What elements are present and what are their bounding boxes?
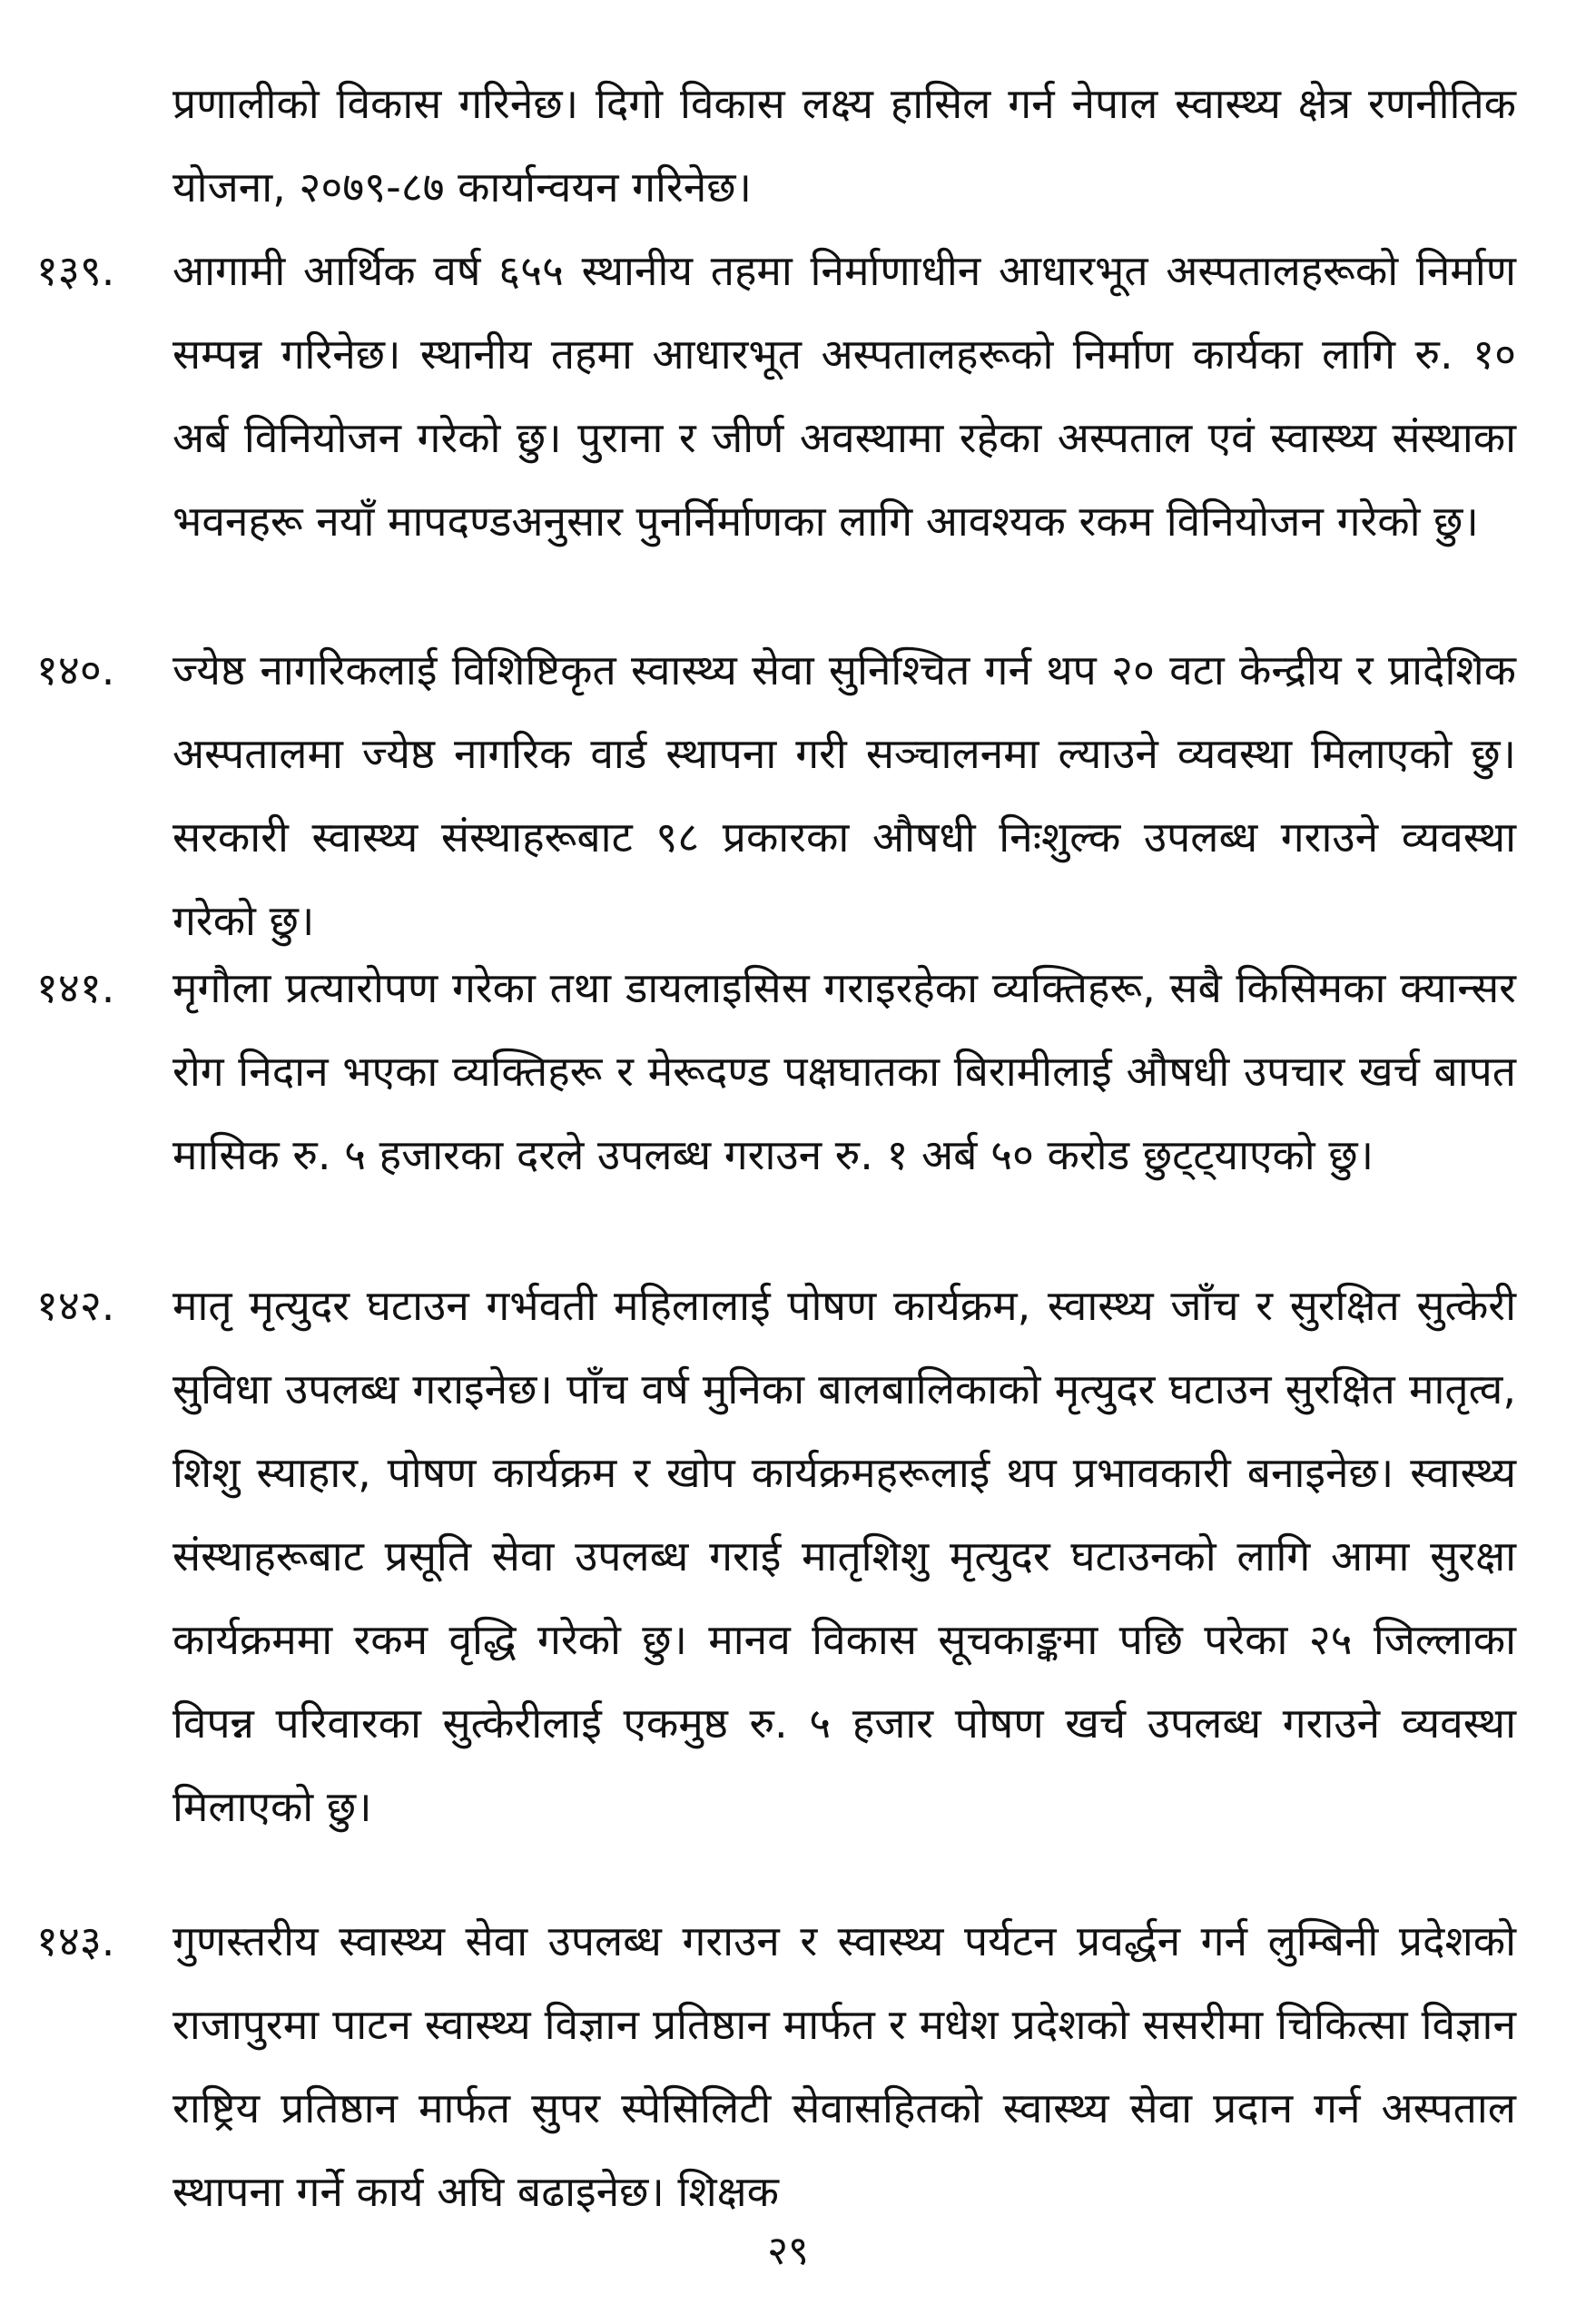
paragraph-text: मृगौला प्रत्यारोपण गरेका तथा डायलाइसिस गराइरहेका व्यक्तिहरू, सबै किसिमका क्यान्सर रोग निदान भएका व्यक्तिहरू र मेरूदण्ड पक्षघातका बिरामीलाई औषधी उपचार खर्च बापत मासिक रु. ५ हजारका दरले उपलब्ध गराउन रु. १ अर्ब ५० करोड छुट्ट्याएको छु। — [172, 963, 1516, 1179]
paragraph-text: गुणस्तरीय स्वास्थ्य सेवा उपलब्ध गराउन र स्वास्थ्य पर्यटन प्रवर्द्धन गर्न लुम्बिनी प्रदेशको राजापुरमा पाटन स्वास्थ्य विज्ञान प्रतिष्ठान मार्फत र मधेश प्रदेशको ससरीमा चिकित्सा विज्ञान राष्ट्रिय प्रतिष्ठान मार्फत सुपर स्पेसिलिटी सेवासहितको स्वास्थ्य सेवा प्रदान गर्न अस्पताल स्थापना गर्ने कार्य अघि बढाइनेछ। शिक्षक — [172, 1916, 1516, 2216]
paragraph-number: १४२. — [36, 1281, 115, 1330]
continuation-paragraph: प्रणालीको विकास गरिनेछ। दिगो विकास लक्ष्य हासिल गर्न नेपाल स्वास्थ्य क्षेत्र रणनीतिक योजना, २०७९-८७ कार्यान्वयन गरिनेछ। — [172, 79, 1516, 212]
paragraph-number: १४१. — [36, 963, 115, 1012]
paragraph-142 — [36, 1264, 1516, 1848]
paragraph-number: १४०. — [36, 645, 115, 694]
paragraph-text: मातृ मृत्युदर घटाउन गर्भवती महिलालाई पोषण कार्यक्रम, स्वास्थ्य जाँच र सुरक्षित सुत्केरी सुविधा उपलब्ध गराइनेछ। पाँच वर्ष मुनिका बालबालिकाको मृत्युदर घटाउन सुरक्षित मातृत्व, शिशु स्याहार, पोषण कार्यक्रम र खोप कार्यक्रमहरूलाई थप प्रभावकारी बनाइनेछ। स्वास्थ्य संस्थाहरूबाट प्रसूति सेवा उपलब्ध गराई मातृशिशु मृत्युदर घटाउनको लागि आमा सुरक्षा कार्यक्रममा रकम वृद्धि गरेको छु। मानव विकास सूचकाङ्कमा पछि परेका २५ जिल्लाका विपन्न परिवारका सुत्केरीलाई एकमुष्ठ रु. ५ हजार पोषण खर्च उपलब्ध गराउने व्यवस्था मिलाएको छु। — [172, 1281, 1516, 1831]
paragraph-number: १३९. — [36, 246, 115, 295]
paragraph-text: ज्येष्ठ नागरिकलाई विशिष्टिकृत स्वास्थ्य सेवा सुनिश्चित गर्न थप २० वटा केन्द्रीय र प्रादेशिक अस्पतालमा ज्येष्ठ नागरिक वार्ड स्थापना गरी सञ्चालनमा ल्याउने व्यवस्था मिलाएको छु। सरकारी स्वास्थ्य संस्थाहरूबाट ९८ प्रकारका औषधी निःशुल्क उपलब्ध गराउने व्यवस्था गरेको छु। — [172, 645, 1516, 945]
paragraph-140 — [36, 628, 1516, 962]
paragraph-143 — [36, 1899, 1516, 2233]
paragraph-141 — [36, 946, 1516, 1196]
paragraph-text: आगामी आर्थिक वर्ष ६५५ स्थानीय तहमा निर्माणाधीन आधारभूत अस्पतालहरूको निर्माण सम्पन्न गरिनेछ। स्थानीय तहमा आधारभूत अस्पतालहरूको निर्माण कार्यका लागि रु. १० अर्ब विनियोजन गरेको छु। पुराना र जीर्ण अवस्थामा रहेका अस्पताल एवं स्वास्थ्य संस्थाका भवनहरू नयाँ मापदण्डअनुसार पुनर्निर्माणका लागि आवश्यक रकम विनियोजन गरेको छु। — [172, 246, 1516, 546]
paragraph-139 — [36, 229, 1516, 563]
paragraph-number: १४३. — [36, 1916, 115, 1965]
page-number: २९ — [767, 2228, 809, 2274]
